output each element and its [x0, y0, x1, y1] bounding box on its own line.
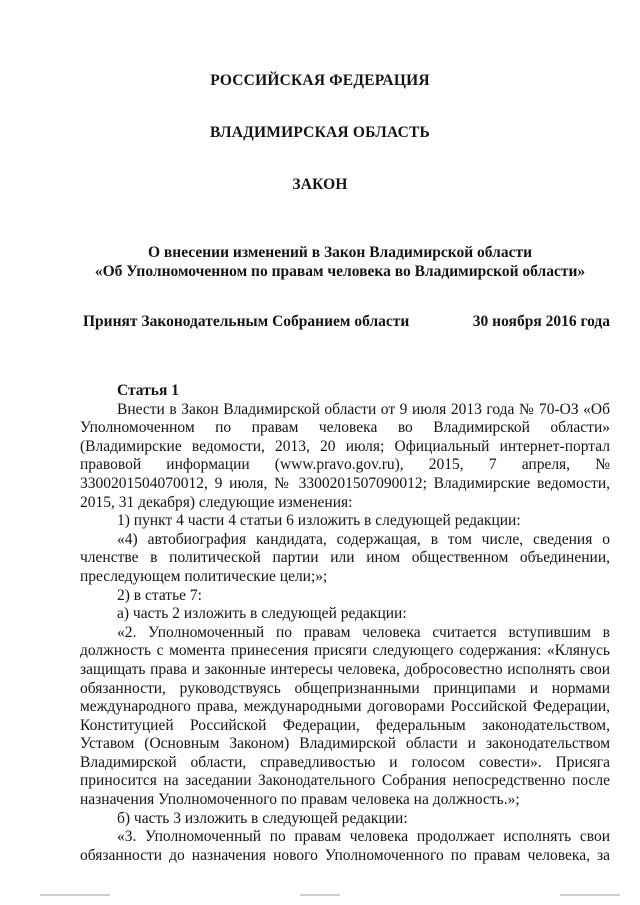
- paragraph: «4) автобиография кандидата, содержащая, в том числе, сведения о членстве в политической партии или ином общественном объединении, преследующем политические цели;»;: [80, 530, 610, 585]
- paragraph: 2) в статье 7:: [117, 586, 202, 604]
- paragraph: 1) пункт 4 части 4 статьи 6 изложить в следующей редакции:: [117, 512, 521, 530]
- scan-edge-marks: [0, 894, 640, 900]
- adopted-by: Принят Законодательным Собранием области: [83, 313, 410, 330]
- adopted-date: 30 ноября 2016 года: [472, 313, 610, 330]
- paragraph: «2. Уполномоченный по правам человека считается вступившим в должность с момента принесения присяги следующего содержания: «Клянусь защищать права и законные интересы человека, добросовестно исполнять свои обязанности, руководствуясь общепризнанными принципами и нормами международного права, международными договорами Российской Федерации, Конституцией Российской Федерации, федеральным законодательством, Уставом (Основным Законом) Владимирской области и законодательством Владимирской области, справедливостью и голосом совести». Присяга приносится на заседании Законодательного Собрания непосредственно после назначения Уполномоченного по правам человека на должность.»;: [80, 623, 610, 809]
- country-heading: РОССИЙСКАЯ ФЕДЕРАЦИЯ: [210, 72, 430, 89]
- law-title-line-2: «Об Уполномоченном по правам человека во Владимирской области»: [94, 263, 586, 280]
- paragraph: а) часть 2 изложить в следующей редакции:: [117, 605, 407, 623]
- law-body: [80, 382, 610, 865]
- paragraph: «3. Уполномоченный по правам человека продолжает исполнять свои обязанности до назначения нового Уполномоченного по правам человека, за: [80, 828, 610, 864]
- doc-type-heading: ЗАКОН: [292, 176, 348, 193]
- article-heading: Статья 1: [117, 382, 179, 399]
- adoption-row: [83, 313, 610, 331]
- region-heading: ВЛАДИМИРСКАЯ ОБЛАСТЬ: [210, 124, 430, 141]
- paragraph: Внести в Закон Владимирской области от 9 июля 2013 года № 70-ОЗ «Об Уполномоченном по правам человека во Владимирской области» (Владимирские ведомости, 2013, 20 июля; Официальный интернет-портал правовой информации (www.pravo.gov.ru), 2015, 7 апреля, № 3300201504070012, 9 июля, № 3300201507090012; Владимирские ведомости, 2015, 31 декабря) следующие изменения:: [80, 400, 610, 511]
- paragraph: б) часть 3 изложить в следующей редакции:: [117, 809, 408, 827]
- law-title-line-1: О внесении изменений в Закон Владимирской области: [147, 244, 533, 261]
